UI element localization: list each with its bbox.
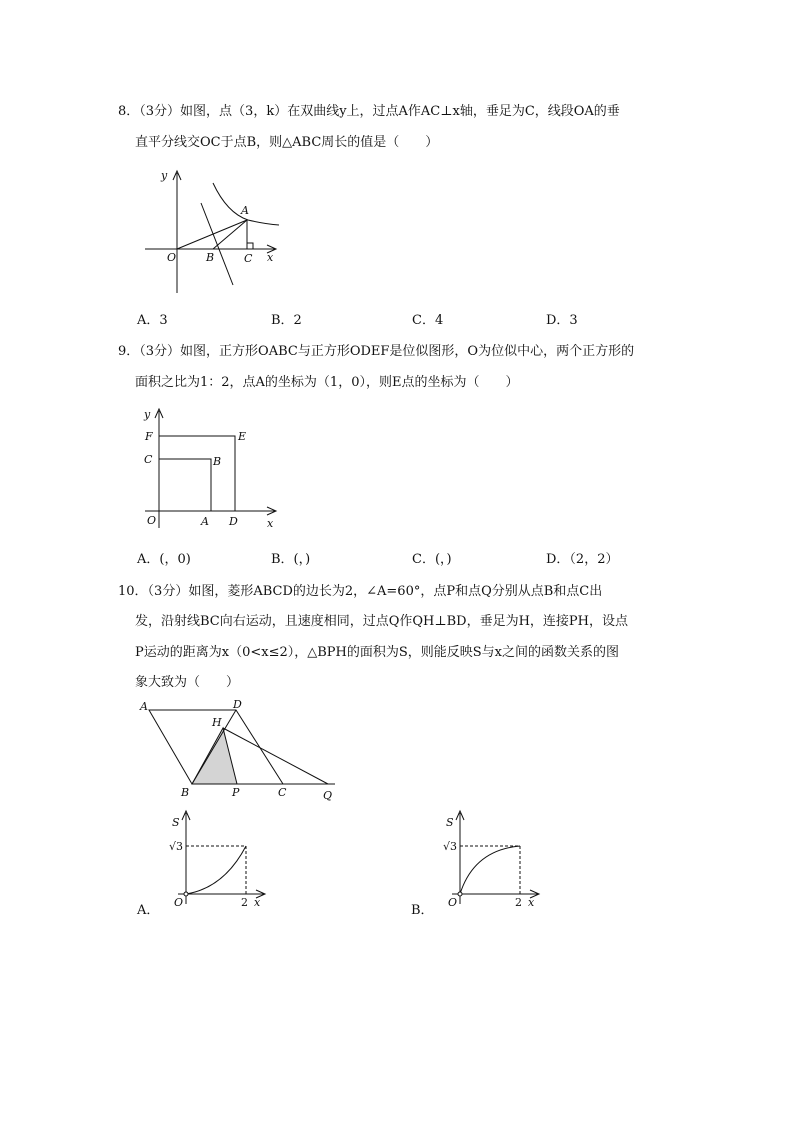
q10a-label-sqrt3: √3 (169, 840, 184, 853)
q10-line-1: 10．（3分）如图，菱形ABCD的边长为2，∠A=60°，点P和点Q分别从点B和点C出 (118, 584, 603, 599)
q10-line-4: 象大致为（ ） (135, 675, 240, 690)
q10b-label-o: O (448, 896, 458, 909)
q10-label-h: H (212, 716, 222, 729)
q10a-label-s: S (172, 816, 180, 829)
q8-label-y: y (161, 169, 168, 182)
q8-label-x: x (267, 251, 274, 264)
q9-label-e: E (238, 430, 247, 443)
q10-option-b: B． (411, 903, 434, 918)
q8-label-o: O (167, 251, 177, 264)
q10b-label-s: S (446, 816, 454, 829)
q8-line-2: 直平分线交OC于点B，则△ABC周长的值是（ ） (135, 135, 439, 150)
q10-label-p: P (232, 786, 240, 799)
q8-perpendicular-bisector (201, 203, 233, 285)
q9-label-x: x (267, 517, 274, 530)
q10b-label-2: 2 (515, 896, 522, 909)
q9-label-d: D (229, 515, 238, 528)
q10-option-a: A． (137, 903, 160, 918)
q8-segment-ab (213, 220, 247, 249)
q9-label-y: y (144, 408, 151, 421)
q9-option-c: C．(，) (412, 552, 452, 567)
q8-option-c: C．4 (412, 313, 444, 328)
q10-rhombus-figure (135, 696, 345, 802)
q10-label-a: A (140, 700, 148, 713)
q10-segment-qh (223, 728, 328, 784)
q10-line-2: 发，沿射线BC向右运动，且速度相同，过点Q作QH⊥BD，垂足为H，连接PH，设点 (135, 614, 629, 629)
q8-segment-oa (177, 220, 247, 249)
q10-label-b: B (181, 786, 190, 799)
q10a-label-x: x (254, 896, 261, 909)
q9-label-b: B (213, 455, 222, 468)
q10b-label-sqrt3: √3 (443, 840, 458, 853)
q10-graph-b (434, 808, 544, 908)
q8-label-b: B (206, 251, 215, 264)
q10a-open-origin (184, 892, 188, 896)
q10-label-q: Q (323, 789, 333, 802)
q10a-label-o: O (174, 896, 184, 909)
q9-label-f: F (145, 430, 153, 443)
q9-figure (135, 403, 285, 533)
q8-label-a: A (241, 204, 249, 217)
q8-option-d: D．3 (546, 313, 578, 328)
q9-line-1: 9．（3分）如图，正方形OABC与正方形ODEF是位似图形，O为位似中心，两个正方形的 (118, 344, 635, 359)
q8-figure (135, 165, 285, 300)
q9-line-2: 面积之比为1：2，点A的坐标为（1，0），则E点的坐标为（ ） (135, 375, 519, 390)
q10b-open-origin (458, 892, 462, 896)
q8-option-a: A．3 (137, 313, 168, 328)
q10-graph-a (160, 808, 270, 908)
q8-label-c: C (244, 252, 253, 265)
q10b-label-x: x (528, 896, 535, 909)
q9-square-oabc (159, 459, 211, 511)
q10a-curve-concave-up (186, 846, 246, 894)
q9-option-d: D．（2，2） (546, 552, 619, 567)
q8-line-1: 8．（3分）如图，点（3，k）在双曲线y上，过点A作AC⊥x轴，垂足为C，线段OA的垂 (118, 104, 620, 119)
q10a-label-2: 2 (241, 896, 248, 909)
q9-label-c: C (144, 453, 153, 466)
q9-label-o: O (147, 514, 157, 527)
q10-label-c: C (278, 786, 287, 799)
q9-option-a: A．(，0) (137, 552, 191, 567)
q10-triangle-bph-shaded (192, 728, 237, 784)
q8-right-angle-mark (247, 243, 253, 249)
q9-square-odef (159, 436, 235, 511)
q9-label-a: A (201, 515, 209, 528)
q8-option-b: B．2 (271, 313, 302, 328)
q10-label-d: D (233, 698, 242, 711)
q9-option-b: B．(，) (271, 552, 311, 567)
q10-line-3: P运动的距离为x（0<x≤2），△BPH的面积为S，则能反映S与x之间的函数关系的图 (135, 645, 620, 660)
q10b-curve-concave-down (460, 846, 520, 894)
